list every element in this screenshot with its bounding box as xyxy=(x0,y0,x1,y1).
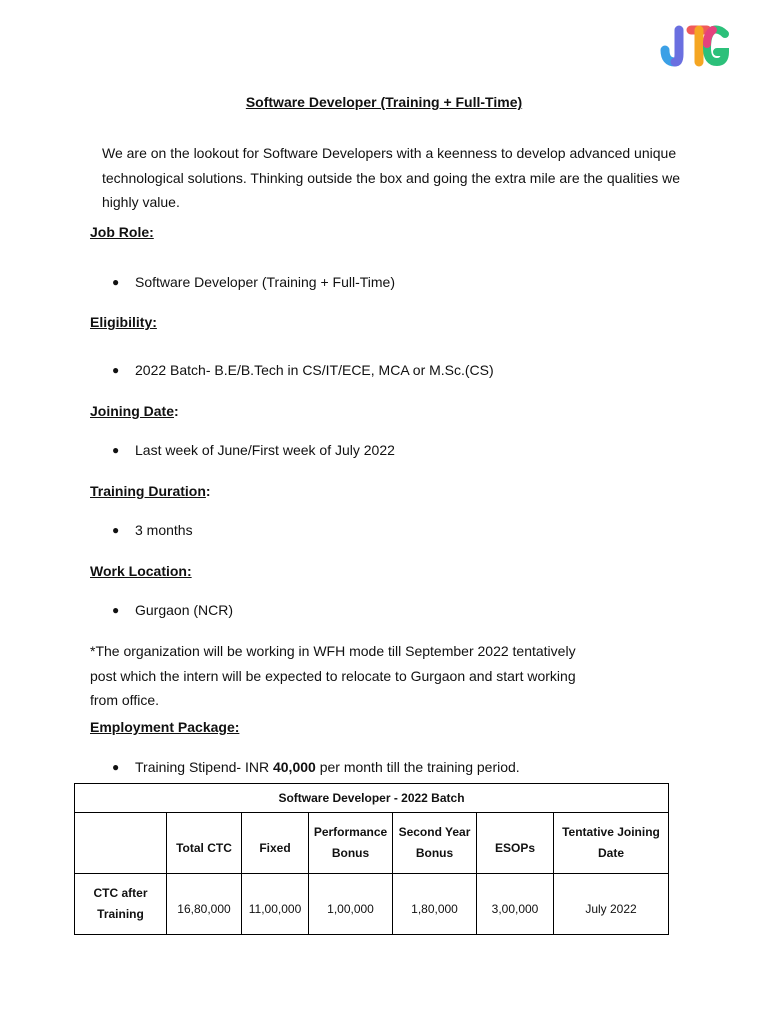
row-label-cell: CTC after Training xyxy=(75,874,167,935)
header-cell: Tentative Joining Date xyxy=(554,813,669,874)
work-location-bullet xyxy=(112,600,233,620)
company-logo xyxy=(655,20,730,70)
bullet-icon: ● xyxy=(112,760,120,774)
bullet-icon: ● xyxy=(112,363,120,377)
bullet-icon: ● xyxy=(112,275,120,289)
table-row xyxy=(75,874,669,935)
value-cell: 16,80,000 xyxy=(167,874,242,935)
bullet-icon: ● xyxy=(112,603,120,617)
training-duration-text: 3 months xyxy=(135,522,193,538)
eligibility-heading-text: Eligibility: xyxy=(90,314,157,330)
heading-colon: : xyxy=(205,483,211,499)
value-cell: 11,00,000 xyxy=(242,874,309,935)
value-cell: 3,00,000 xyxy=(477,874,554,935)
training-duration-bullet xyxy=(112,520,193,540)
eligibility-bullet xyxy=(112,360,494,380)
table-header-row xyxy=(75,813,669,874)
training-duration-heading xyxy=(90,481,211,501)
employment-package-heading-text: Employment Package: xyxy=(90,719,240,735)
heading-colon: : xyxy=(174,403,179,419)
joining-date-text: Last week of June/First week of July 2022 xyxy=(135,442,395,458)
header-cell: Fixed xyxy=(242,813,309,874)
stipend-prefix: Training Stipend- INR xyxy=(135,759,273,775)
stipend-amount: 40,000 xyxy=(272,759,316,775)
value-cell: July 2022 xyxy=(554,874,669,935)
bullet-icon: ● xyxy=(112,523,120,537)
training-duration-heading-text: Training Duration xyxy=(90,483,206,499)
header-cell: Total CTC xyxy=(167,813,242,874)
page-title: Software Developer (Training + Full-Time) xyxy=(245,94,523,110)
intro-paragraph: We are on the lookout for Software Developers with a keenness to develop advanced unique technological solutions. Thinking outside the box and going the extra mile are the qualities we highly value. xyxy=(102,145,680,210)
stipend-bullet xyxy=(112,757,520,777)
header-cell xyxy=(75,813,167,874)
value-cell: 1,00,000 xyxy=(309,874,393,935)
stipend-suffix: per month till the training period. xyxy=(315,759,520,775)
job-role-text: Software Developer (Training + Full-Time) xyxy=(135,274,395,290)
employment-package-heading xyxy=(90,717,239,737)
eligibility-heading xyxy=(90,312,157,332)
stipend-text xyxy=(135,757,520,777)
bullet-icon: ● xyxy=(112,443,120,457)
joining-date-bullet xyxy=(112,440,395,460)
job-role-bullet xyxy=(112,272,395,292)
wfh-note: *The organization will be working in WFH mode till September 2022 tentatively post which the intern will be expected to relocate to Gurgaon and start working from office. xyxy=(90,643,576,708)
header-cell: Second Year Bonus xyxy=(393,813,477,874)
work-location-text: Gurgaon (NCR) xyxy=(135,602,234,618)
table-caption: Software Developer - 2022 Batch xyxy=(75,784,669,813)
compensation-table xyxy=(74,783,669,935)
joining-date-heading-text: Joining Date xyxy=(90,403,175,419)
table-caption-row xyxy=(75,784,669,813)
joining-date-heading xyxy=(90,401,179,421)
header-cell: Performance Bonus xyxy=(309,813,393,874)
eligibility-text: 2022 Batch- B.E/B.Tech in CS/IT/ECE, MCA or M.Sc.(CS) xyxy=(135,362,494,378)
work-location-heading xyxy=(90,561,192,581)
job-role-heading-text: Job Role: xyxy=(90,224,154,240)
header-cell: ESOPs xyxy=(477,813,554,874)
work-location-heading-text: Work Location: xyxy=(90,563,192,579)
value-cell: 1,80,000 xyxy=(393,874,477,935)
job-role-heading xyxy=(90,222,154,242)
